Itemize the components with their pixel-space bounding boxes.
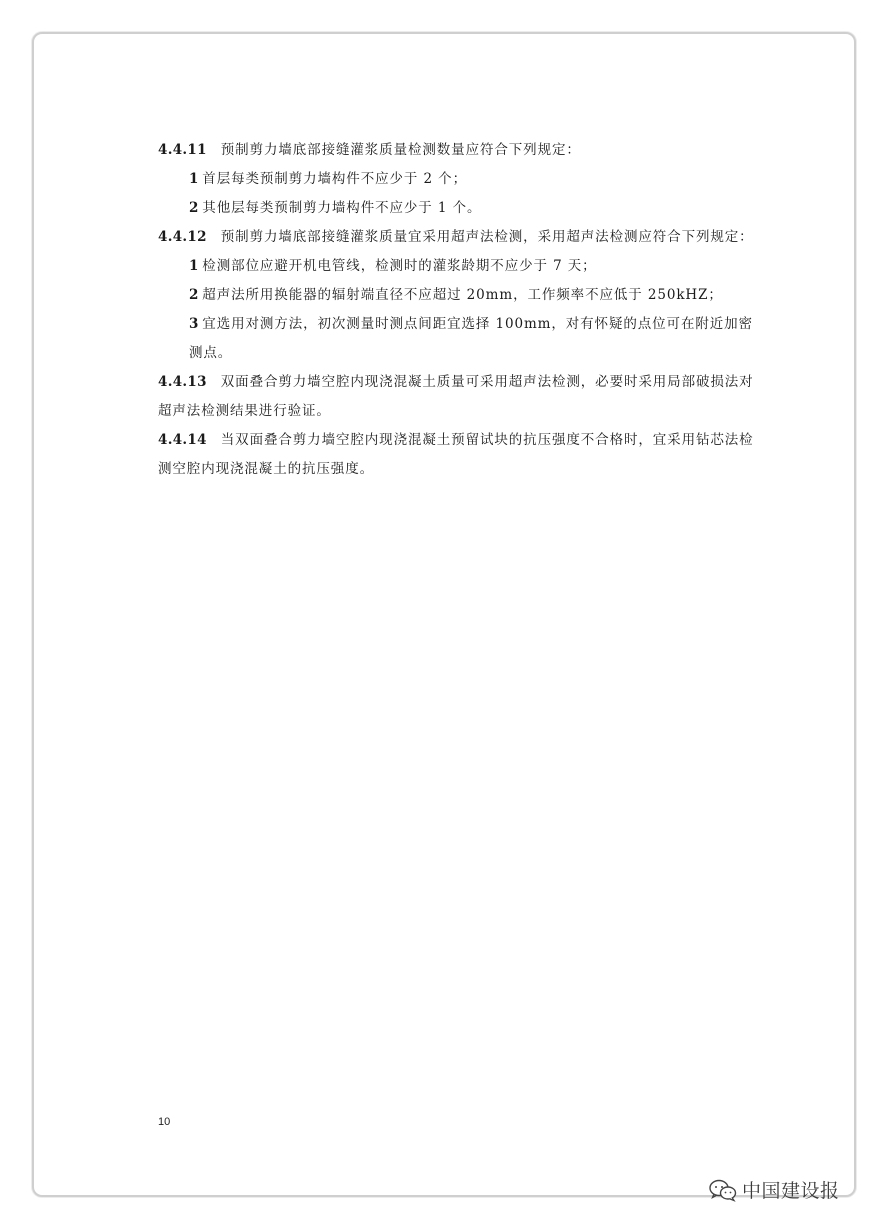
- clause-text: 当双面叠合剪力墙空腔内现浇混凝土预留试块的抗压强度不合格时，宜采用钻芯法检测空腔内现浇混凝土的抗压强度。: [158, 432, 754, 477]
- clause-4-4-12: [158, 223, 758, 252]
- wechat-icon: [708, 1178, 738, 1202]
- item-number: 2: [189, 200, 200, 216]
- clause-number: 4.4.11: [158, 142, 207, 158]
- clause-text: 双面叠合剪力墙空腔内现浇混凝土质量可采用超声法检测，必要时采用局部破损法对超声法检测结果进行验证。: [158, 374, 754, 419]
- document-content: [158, 136, 758, 484]
- clause-4-4-14: [158, 426, 758, 484]
- clause-number: 4.4.12: [158, 229, 207, 245]
- clause-4-4-11: [158, 136, 758, 165]
- document-page: [32, 32, 856, 1197]
- watermark-label: 中国建设报: [742, 1180, 840, 1202]
- clause-number: 4.4.13: [158, 374, 207, 390]
- item-number: 1: [189, 171, 200, 187]
- clause-text: 预制剪力墙底部接缝灌浆质量宜采用超声法检测，采用超声法检测应符合下列规定：: [220, 229, 754, 245]
- list-item: [158, 194, 758, 223]
- clause-4-4-13: [158, 368, 758, 426]
- list-item: [158, 281, 758, 310]
- list-item: [158, 252, 758, 281]
- clause-text: 预制剪力墙底部接缝灌浆质量检测数量应符合下列规定：: [220, 142, 581, 158]
- item-number: 2: [189, 287, 200, 303]
- list-item: [158, 165, 758, 194]
- item-text: 检测部位应避开机电管线，检测时的灌浆龄期不应少于 7 天；: [202, 258, 597, 274]
- item-text: 首层每类预制剪力墙构件不应少于 2 个；: [202, 171, 467, 187]
- watermark: [708, 1176, 840, 1203]
- item-text: 超声法所用换能器的辐射端直径不应超过 20mm，工作频率不应低于 250kHZ；: [202, 287, 723, 303]
- item-number: 3: [189, 316, 200, 332]
- item-number: 1: [189, 258, 200, 274]
- item-text: 宜选用对测方法，初次测量时测点间距宜选择 100mm，对有怀疑的点位可在附近加密测点。: [189, 316, 753, 361]
- list-item: [158, 310, 758, 368]
- item-text: 其他层每类预制剪力墙构件不应少于 1 个。: [202, 200, 482, 216]
- clause-number: 4.4.14: [158, 432, 207, 448]
- page-number: 10: [158, 1116, 171, 1128]
